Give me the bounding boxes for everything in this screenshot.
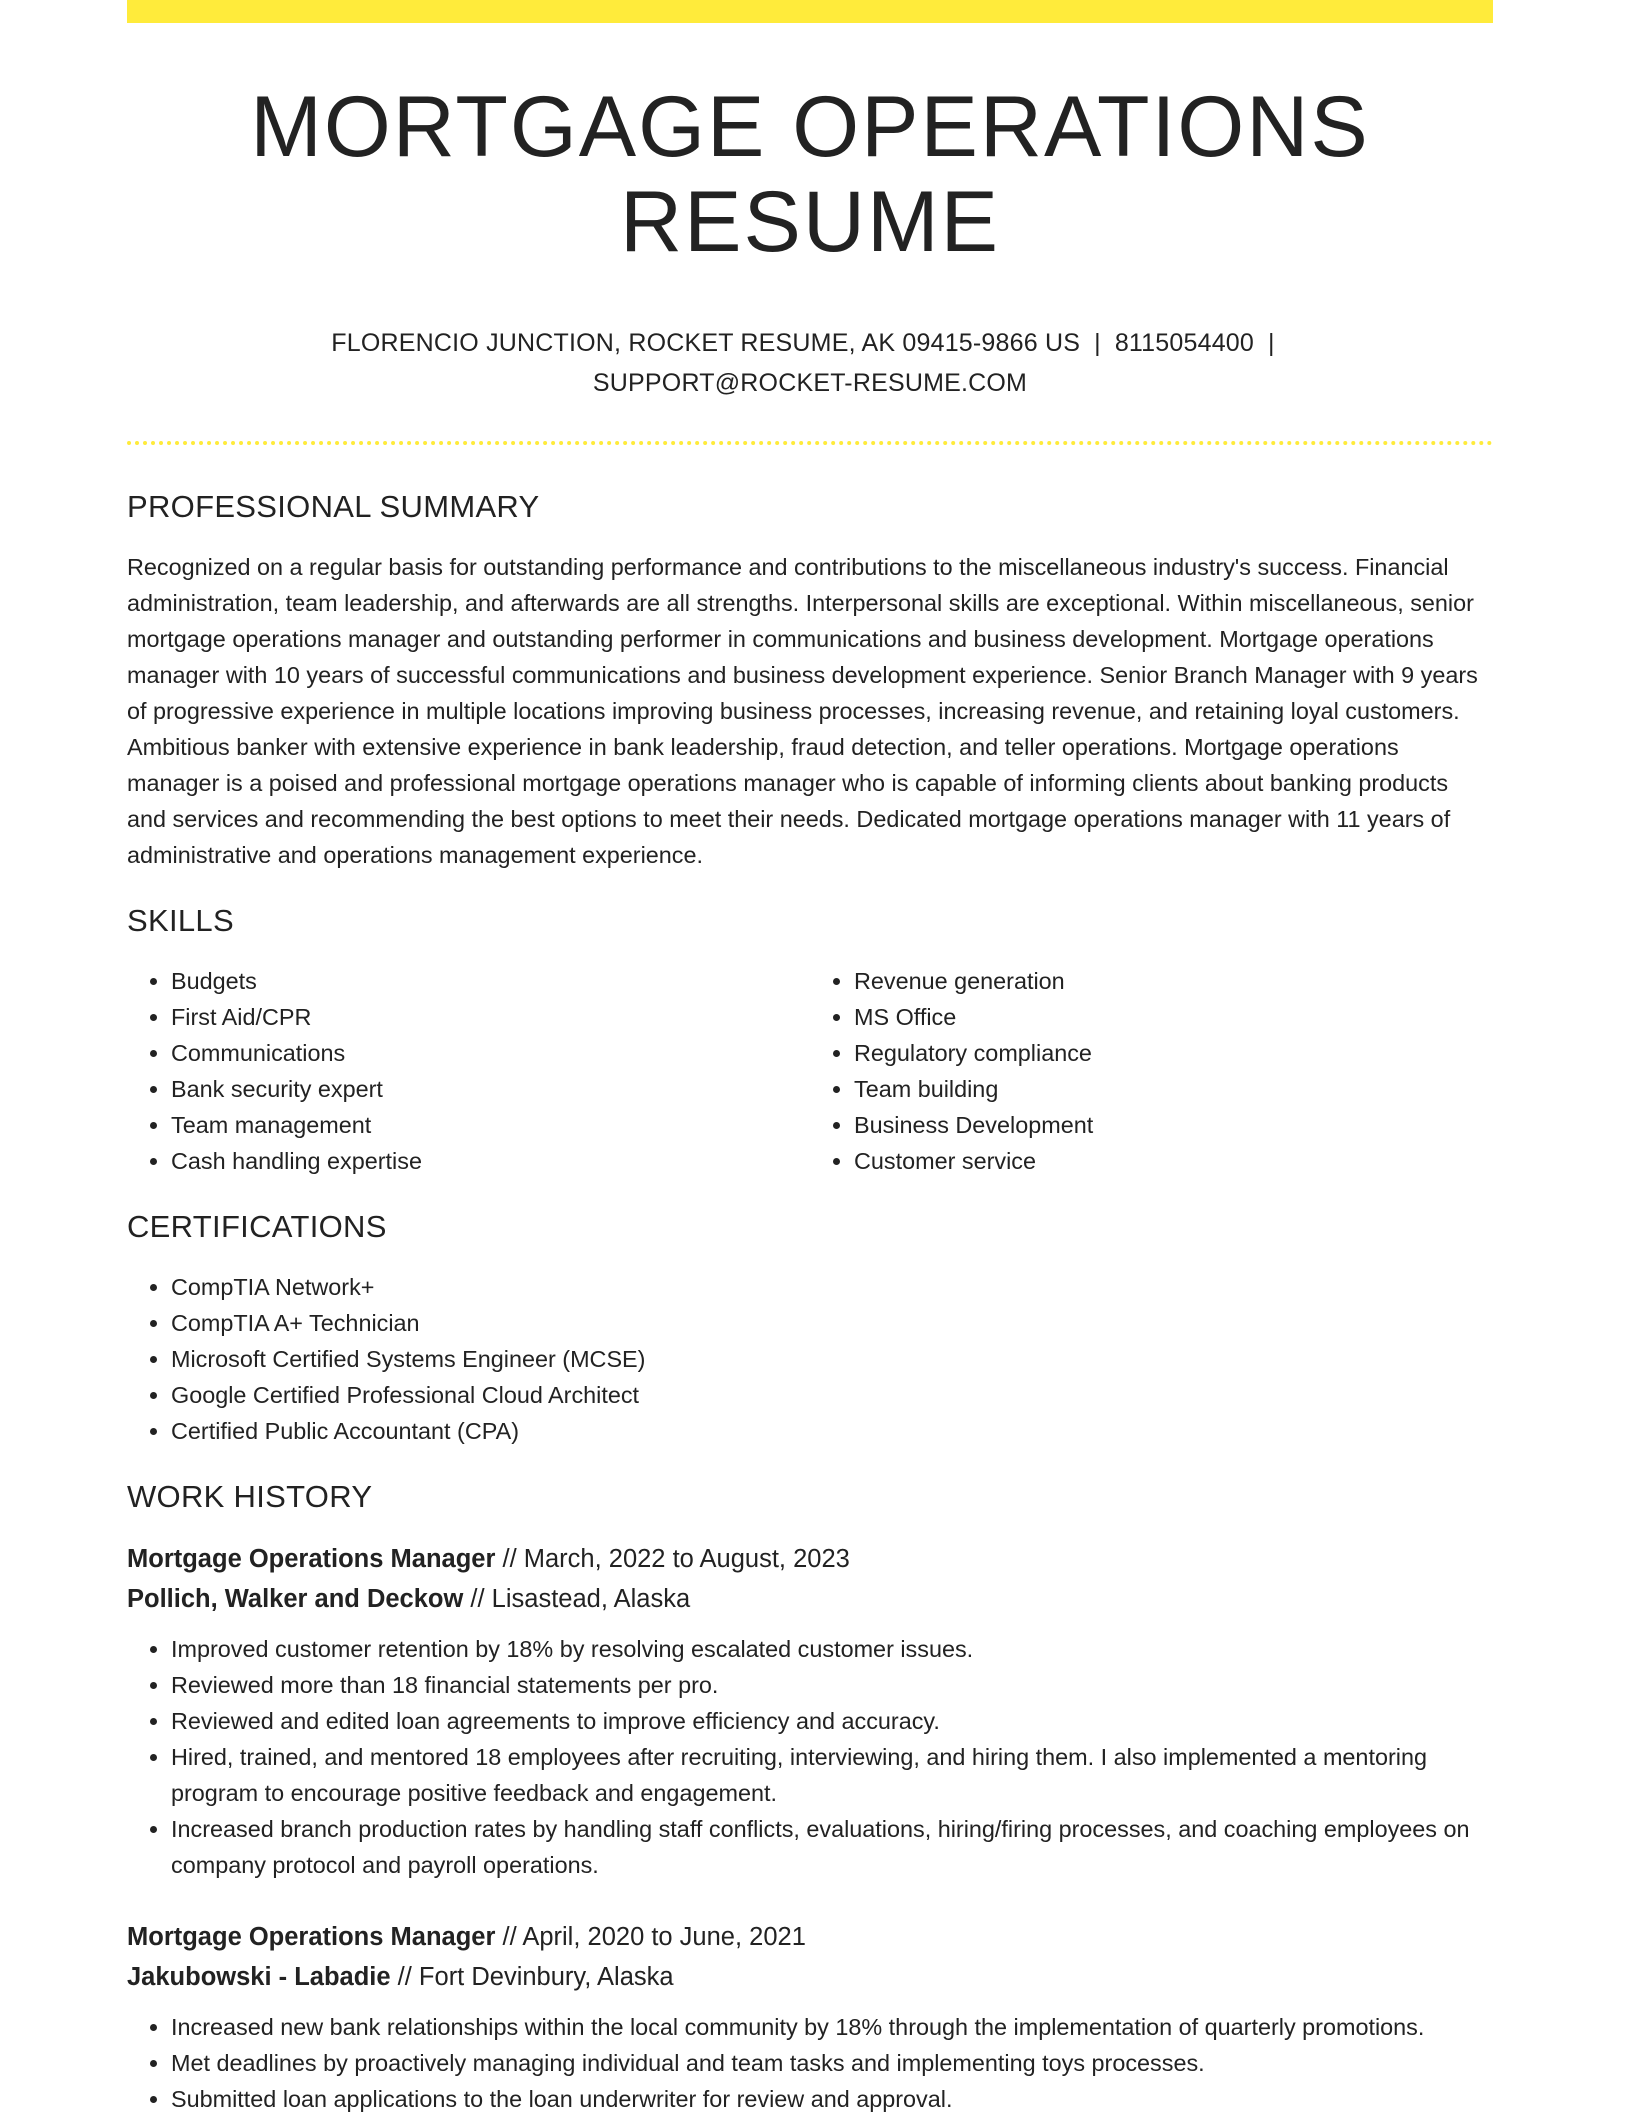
job-company-line bbox=[127, 1957, 1493, 1997]
list-item: • Budgets bbox=[171, 963, 810, 999]
skills-left-column bbox=[127, 963, 810, 1179]
job-title-line bbox=[127, 1917, 1493, 1957]
separator: | bbox=[1268, 329, 1275, 358]
job-company-line bbox=[127, 1579, 1493, 1619]
list-item: • Met deadlines by proactively managing individual and team tasks and implementing toys processes. bbox=[171, 2045, 1493, 2081]
address: FLORENCIO JUNCTION, ROCKET RESUME, AK 09415-9866 US bbox=[331, 329, 1081, 358]
skills-right-column bbox=[810, 963, 1493, 1179]
list-item: • Team management bbox=[171, 1107, 810, 1143]
certifications-heading: CERTIFICATIONS bbox=[127, 1209, 387, 1245]
phone: 8115054400 bbox=[1114, 329, 1255, 358]
job-dates: // March, 2022 to August, 2023 bbox=[495, 1545, 850, 1574]
summary-text: Recognized on a regular basis for outstanding performance and contributions to the miscellaneous industry's success. Financial administration, team leadership, and afterwards are all strengths. Interpersonal skills are exceptional. Within miscellaneous, senior mortgage operations manager and outstanding performer in communications and business development. Mortgage operations manager with 10 years of successful communications and business development experience. Senior Branch Manager with 9 years of progressive experience in multiple locations improving business processes, increasing revenue, and retaining loyal customers. Ambitious banker with extensive experience in bank leadership, fraud detection, and teller operations. Mortgage operations manager is a poised and professional mortgage operations manager who is capable of informing clients about banking products and services and recommending the best options to meet their needs. Dedicated mortgage operations manager with 11 years of administrative and operations management experience. bbox=[127, 554, 1478, 869]
list-item: • Microsoft Certified Systems Engineer (MCSE) bbox=[171, 1341, 1493, 1377]
job-entry bbox=[127, 1539, 1493, 1883]
list-item: • Hired, trained, and mentored 18 employees after recruiting, interviewing, and hiring them. I also implemented a mentoring program to encourage positive feedback and engagement. bbox=[171, 1739, 1493, 1811]
resume-page bbox=[127, 0, 1493, 2117]
list-item: • Communications bbox=[171, 1035, 810, 1071]
list-item: • Submitted loan applications to the loan underwriter for review and approval. bbox=[171, 2081, 1493, 2117]
list-item: • Certified Public Accountant (CPA) bbox=[171, 1413, 1493, 1449]
list-item: • CompTIA A+ Technician bbox=[171, 1305, 1493, 1341]
contact-info bbox=[127, 323, 1493, 403]
job-company: Pollich, Walker and Deckow bbox=[127, 1585, 464, 1614]
list-item: • Google Certified Professional Cloud Architect bbox=[171, 1377, 1493, 1413]
list-item: • Increased branch production rates by handling staff conflicts, evaluations, hiring/firing processes, and coaching employees on company protocol and payroll operations. bbox=[171, 1811, 1493, 1883]
list-item: • Revenue generation bbox=[854, 963, 1493, 999]
list-item: • First Aid/CPR bbox=[171, 999, 810, 1035]
list-item: • Reviewed and edited loan agreements to improve efficiency and accuracy. bbox=[171, 1703, 1493, 1739]
list-item: • Team building bbox=[854, 1071, 1493, 1107]
job-bullets bbox=[127, 1631, 1493, 1883]
skills-list bbox=[127, 963, 1493, 1179]
list-item: • Business Development bbox=[854, 1107, 1493, 1143]
list-item: • Bank security expert bbox=[171, 1071, 810, 1107]
separator: | bbox=[1094, 329, 1101, 358]
job-title: Mortgage Operations Manager bbox=[127, 1923, 496, 1952]
list-item: • CompTIA Network+ bbox=[171, 1269, 1493, 1305]
list-item: • Improved customer retention by 18% by resolving escalated customer issues. bbox=[171, 1631, 1493, 1667]
job-title-line bbox=[127, 1539, 1493, 1579]
summary-heading: PROFESSIONAL SUMMARY bbox=[127, 489, 540, 525]
job-entry bbox=[127, 1917, 1493, 2117]
list-item: • Increased new bank relationships within the local community by 18% through the implementation of quarterly promotions. bbox=[171, 2009, 1493, 2045]
job-location: // Fort Devinbury, Alaska bbox=[390, 1963, 674, 1992]
job-bullets bbox=[127, 2009, 1493, 2117]
list-item: • Regulatory compliance bbox=[854, 1035, 1493, 1071]
skills-heading: SKILLS bbox=[127, 903, 234, 939]
certifications-list bbox=[127, 1269, 1493, 1449]
job-dates: // April, 2020 to June, 2021 bbox=[495, 1923, 806, 1952]
job-location: // Lisastead, Alaska bbox=[463, 1585, 691, 1614]
work-history-heading: WORK HISTORY bbox=[127, 1479, 373, 1515]
job-company: Jakubowski - Labadie bbox=[127, 1963, 391, 1992]
top-accent-bar bbox=[127, 0, 1493, 23]
list-item: • Reviewed more than 18 financial statements per pro. bbox=[171, 1667, 1493, 1703]
email: SUPPORT@ROCKET-RESUME.COM bbox=[592, 369, 1028, 398]
job-title: Mortgage Operations Manager bbox=[127, 1545, 496, 1574]
page-title: MORTGAGE OPERATIONS RESUME bbox=[250, 79, 1370, 270]
list-item: • Customer service bbox=[854, 1143, 1493, 1179]
list-item: • Cash handling expertise bbox=[171, 1143, 810, 1179]
dotted-divider bbox=[127, 441, 1493, 445]
list-item: • MS Office bbox=[854, 999, 1493, 1035]
